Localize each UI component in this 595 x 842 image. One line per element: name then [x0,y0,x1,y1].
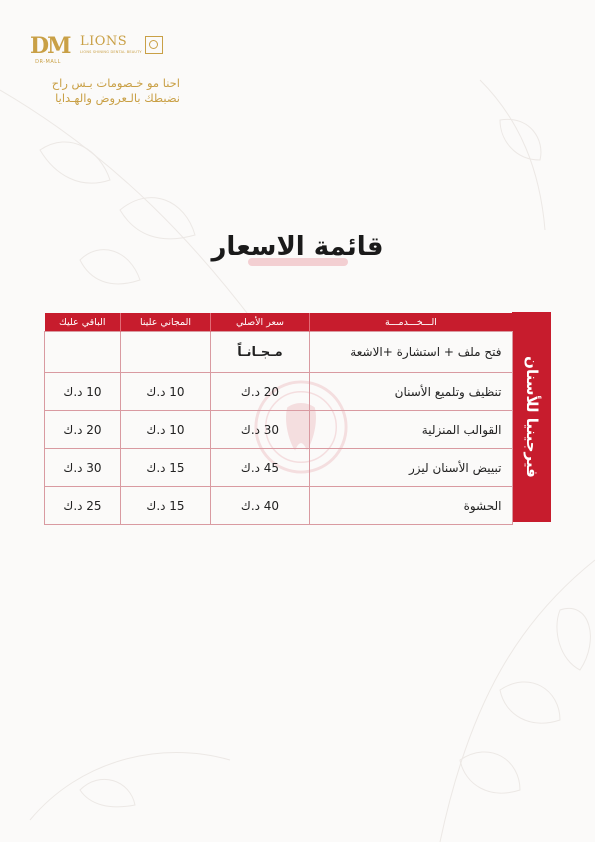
cell-free: 10 د.ك [121,373,211,411]
header-service: الـــخـــدمـــة [310,313,513,332]
slogan-line-1: احنا مو خـصومات بـس راح [51,76,180,90]
slogan [30,76,180,106]
cell-original-price: 45 د.ك [211,449,310,487]
cell-remaining: 10 د.ك [45,373,121,411]
cell-remaining: 30 د.ك [45,449,121,487]
table-row [45,449,513,487]
cell-remaining: 25 د.ك [45,487,121,525]
cell-service: فتح ملف + استشارة +الاشعة [310,332,513,373]
lions-logo [80,34,163,54]
dr-mall-logo [30,33,70,68]
header-free: المجاني علينا [121,313,211,332]
cell-service: الحشوة [310,487,513,525]
lions-name: LIONS [80,34,128,49]
dr-mall-mark: DM [30,33,70,59]
slogan-line-2: نضبطك بالـعروض والهـدايا [55,91,180,105]
cell-remaining: 20 د.ك [45,411,121,449]
header-remaining: الباقي عليك [45,313,121,332]
page-title: قائمة الاسعار [211,232,384,262]
table-row [45,411,513,449]
dr-mall-name: DR-MALL [35,59,61,65]
lions-tagline: LIONS SHINING DENTAL BEAUTY [80,50,142,54]
side-panel-label: فيرجينيا للأسنان [522,356,541,478]
cell-service: القوالب المنزلية [310,411,513,449]
cell-service: تنظيف وتلميع الأسنان [310,373,513,411]
lions-emblem-icon [145,36,163,54]
brand-header [30,34,180,106]
table-row [45,487,513,525]
cell-free: 15 د.ك [121,487,211,525]
cell-service: تبييض الأسنان ليزر [310,449,513,487]
price-table [44,313,513,525]
cell-original-price: مـجـانـاً [211,332,310,373]
cell-original-price: 30 د.ك [211,411,310,449]
cell-original-price: 20 د.ك [211,373,310,411]
cell-original-price: 40 د.ك [211,487,310,525]
table-header-row [45,313,513,332]
table-row [45,332,513,373]
table-row [45,373,513,411]
cell-remaining [45,332,121,373]
cell-free [121,332,211,373]
cell-free: 15 د.ك [121,449,211,487]
header-original-price: سعر الأصلي [211,313,310,332]
cell-free: 10 د.ك [121,411,211,449]
